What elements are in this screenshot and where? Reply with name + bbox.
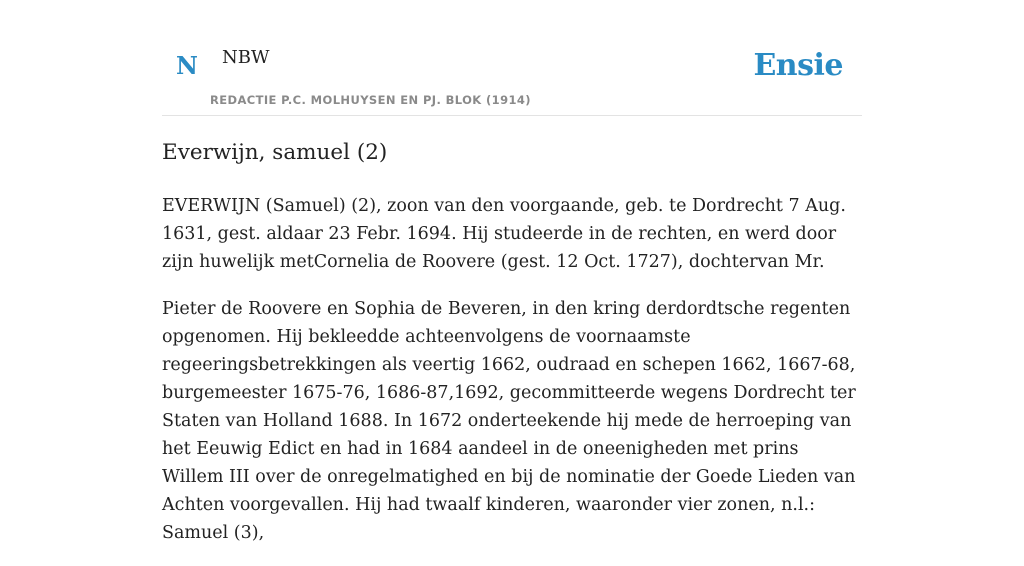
source-logo[interactable]: N — [176, 51, 198, 80]
article-body — [162, 192, 862, 566]
article-paragraph: Pieter de Roovere en Sophia de Beveren, in den kring derdordtsche regenten opgenomen. Hij bekleedde achteenvolgens de voornaamste regeeringsbetrekkingen als veertig 1662, oudraad en schepen 1662, 1667-68, burgemeester 1675-76, 1686-87,1692, gecommitteerde wegens Dordrecht ter Staten van Holland 1688. In 1672 onderteekende hij mede de herroeping van het Eeuwig Edict en had in 1684 aandeel in de oneenigheden met prins Willem III over de onregelmatighed en bij de nominatie der Goede Lieden van Achten voorgevallen. Hij had twaalf kinderen, waaronder vier zonen, n.l.: Samuel (3), — [162, 299, 856, 543]
article-title: Everwijn, samuel (2) — [162, 140, 388, 165]
source-header — [162, 0, 862, 116]
brand-logo[interactable]: Ensie — [753, 48, 843, 83]
source-title-link[interactable]: NBW — [222, 47, 270, 68]
source-subtitle: REDACTIE P.C. MOLHUYSEN EN PJ. BLOK (1914) — [210, 93, 531, 107]
article-paragraph: EVERWIJN (Samuel) (2), zoon van den voorgaande, geb. te Dordrecht 7 Aug. 1631, gest. aldaar 23 Febr. 1694. Hij studeerde in de rechten, en werd door zijn huwelijk metCornelia de Roovere (gest. 12 Oct. 1727), dochtervan Mr. — [162, 196, 846, 272]
